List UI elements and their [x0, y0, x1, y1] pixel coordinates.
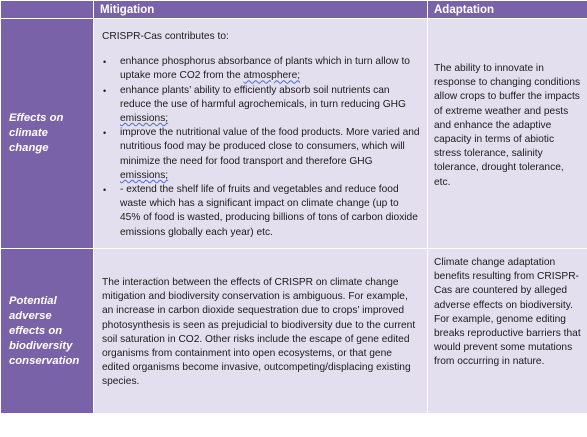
adaptation-cell-effects: The ability to innovate in response to changing conditions allow crops to buffer the impacts of extreme weather and pests and enhance the adaptive capacity in terms of abiotic stress tolerance, salinity tolerance, drought tolerance, etc. — [428, 19, 587, 249]
row-label-adverse-effects: Potential adverse effects on biodiversity conservation — [1, 249, 94, 414]
spellcheck-underlined-word: atmosphere; — [243, 70, 301, 82]
mitigation-intro: CRISPR-Cas contributes to: — [102, 31, 229, 42]
row-effects-on-climate-change — [1, 19, 587, 249]
row-label-effects: Effects on climate change — [1, 19, 94, 249]
mitigation-bullet-list — [94, 55, 427, 240]
list-item: • - extend the shelf life of fruits and vegetables and reduce food waste which has a significant impact on climate change (up to 45% of food is wasted, producing billions of tons of carbon dioxide emissions globally each year) etc. — [103, 184, 418, 238]
header-mitigation: Mitigation — [94, 1, 428, 19]
header-adaptation: Adaptation — [428, 1, 587, 19]
list-item: • improve the nutritional value of the food products. More varied and nutritious food may be produced close to consumers, which will minimize the need for food transport and therefore GHG emissions; — [103, 127, 420, 181]
header-corner-cell — [1, 1, 94, 19]
bullet-icon: • — [103, 128, 107, 139]
list-item: • enhance plants’ ability to efficiently absorb soil nutrients can reduce the use of harmful agrochemicals, in turn reducing GHG emissions; — [103, 84, 406, 125]
bullet-icon: • — [103, 57, 107, 68]
mitigation-cell-effects — [94, 19, 428, 249]
bullet-icon: • — [103, 185, 107, 196]
list-item: • enhance phosphorus absorbance of plants which in turn allow to uptake more CO2 from the atmosphere; — [103, 56, 410, 82]
spellcheck-underlined-word: emissions; — [120, 113, 169, 125]
bullet-icon: • — [103, 85, 107, 96]
spellcheck-underlined-word: emissions; — [120, 169, 169, 181]
adaptation-cell-adverse: Climate change adaptation benefits resulting from CRISPR-Cas are countered by alleged adverse effects on biodiversity. For example, genome editing breaks reproductive barriers that would prevent some mutations from occurring in nature. — [428, 249, 587, 414]
mitigation-cell-adverse: The interaction between the effects of CRISPR on climate change mitigation and biodiversity conservation is ambiguous. For example, an increase in carbon dioxide sequestration due to crops’ improved photosynthesis is seen as prejudicial to biodiversity due to the current soil saturation in CO2. Other risks include the escape of gene edited organisms from containment into open ecosystems, or that gene edited organisms become invasive, outcompeting/displacing existing species. — [94, 249, 428, 414]
row-adverse-effects-biodiversity — [1, 249, 587, 414]
header-row — [1, 1, 587, 19]
